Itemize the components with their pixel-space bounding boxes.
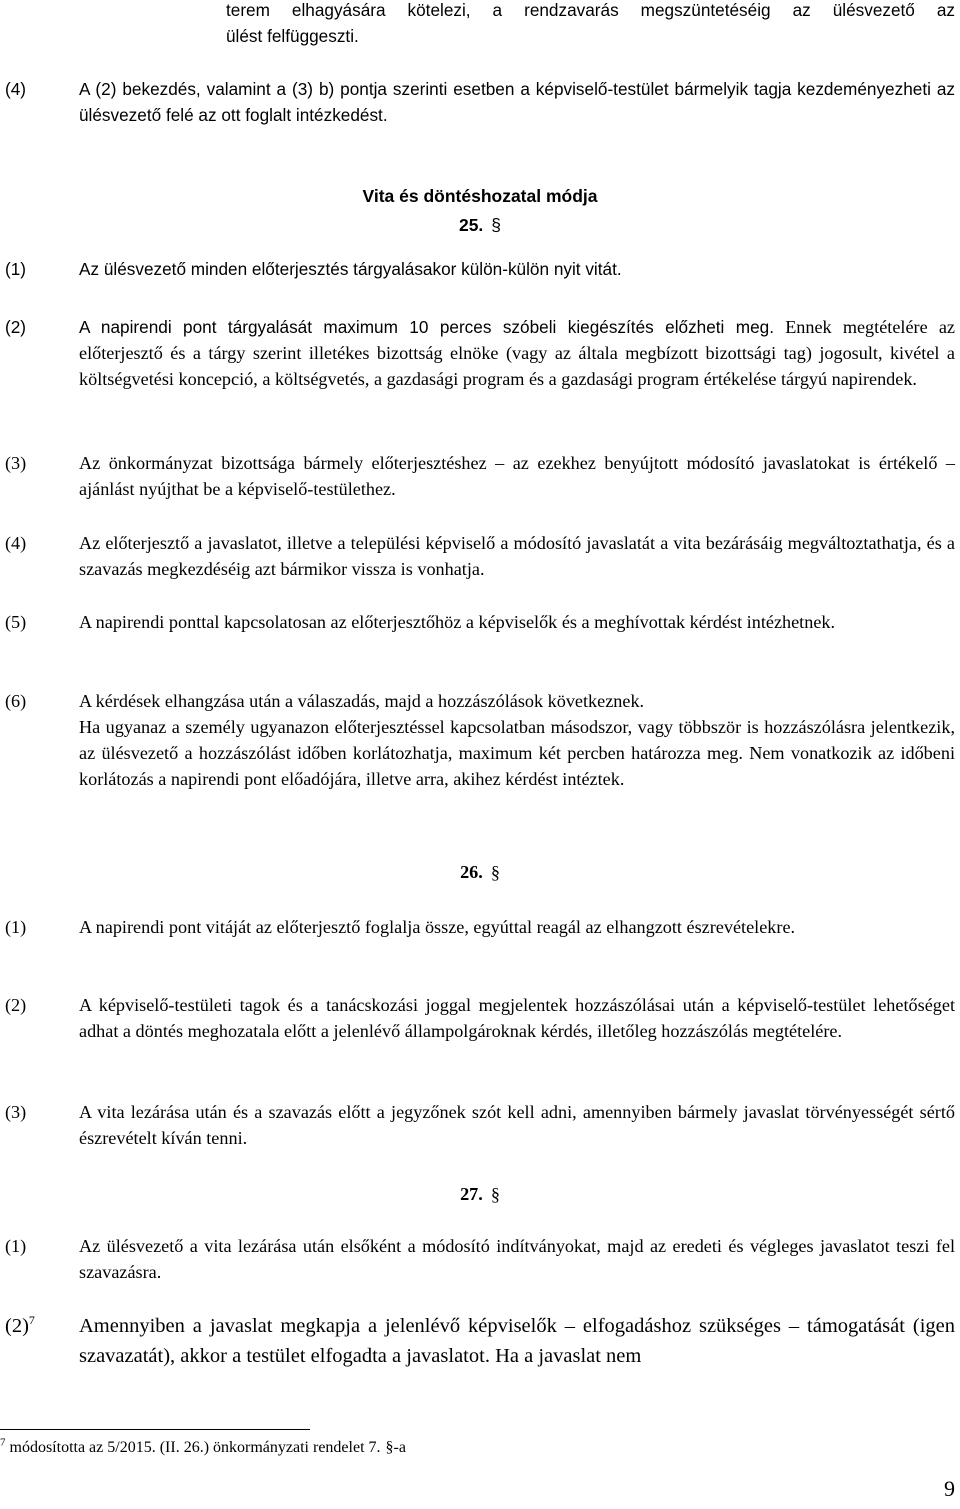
paragraph-number: (4) [5, 79, 27, 99]
paragraph-sign-icon: § [385, 1439, 394, 1456]
paragraph-text: Amennyiben a javaslat megkapja a jelenlévő képviselők – elfogadáshoz szükséges – támogatását (igen szavazatát), akkor a testület elfogadta a javaslatot. Ha a javaslat nem [79, 1315, 955, 1367]
footnote-ref[interactable]: 7 [28, 1313, 35, 1328]
paragraph-number: (3) [5, 1102, 27, 1122]
paragraph-number-text: (2) [5, 1315, 29, 1337]
footnote-marker: 7 [0, 1436, 6, 1449]
footnote-suffix: -a [393, 1439, 406, 1456]
paragraph-text [79, 314, 955, 392]
carryover-text [226, 0, 955, 49]
section-27-number [0, 1181, 960, 1207]
carryover-line-2: ülést felfüggeszti. [226, 26, 359, 46]
paragraph-text: A képviselő-testületi tagok és a tanácskozási joggal megjelentek hozzászólásai után a képviselő-testület lehetőséget adhat a döntés meghozatala előtt a jelenlévő állampolgároknak kérdés, illetőleg hozzászólás megtételére. [79, 995, 955, 1041]
footnote [0, 1437, 406, 1459]
paragraph-text: A vita lezárása után és a szavazás előtt a jegyzőnek szót kell adni, amennyiben bármely javaslat törvényességét sértő észrevételt kíván tenni. [79, 1102, 955, 1148]
section-number-text: 25. [458, 215, 484, 235]
carryover-line-1: terem elhagyására kötelezi, a rendzavarás megszüntetéséig az ülésvezető az [226, 0, 955, 20]
paragraph-number [5, 1311, 35, 1341]
paragraph-sign-icon: § [490, 862, 500, 882]
section-26-number [0, 859, 960, 885]
footnote-text: módosította az 5/2015. (II. 26.) önkormányzati rendelet 7. [9, 1439, 381, 1456]
paragraph-line-1: A kérdések elhangzása után a válaszadás, majd a hozzászólások következnek. [79, 691, 645, 711]
paragraph-text: A napirendi pont vitáját az előterjesztő foglalja össze, egyúttal reagál az elhangzott észrevételekre. [79, 917, 796, 937]
paragraph-number: (3) [5, 453, 27, 473]
footnote-separator [0, 1429, 310, 1430]
paragraph-text: Az ülésvezető a vita lezárása után elsőként a módosító indítványokat, majd az eredeti és végleges javaslatot teszi fel szavazásra. [79, 1236, 955, 1282]
paragraph-number: (1) [5, 917, 27, 937]
paragraph-line-rest: Ha ugyanaz a személy ugyanazon előterjesztéssel kapcsolatban másodszor, vagy többször is hozzászólásra jelentkezik, az ülésvezető a hozzászólást időben korlátozhatja, maximum két percben határozza meg. Nem vonatkozik az időbeni korlátozás a napirendi pont előadójára, illetve arra, akihez kérdést intéztek. [79, 717, 955, 789]
paragraph-number: (2) [5, 317, 27, 337]
paragraph-number: (5) [5, 612, 27, 632]
paragraph-text [79, 688, 955, 792]
paragraph-text: Az ülésvezető minden előterjesztés tárgyalásakor külön-külön nyit vitát. [79, 259, 622, 279]
paragraph-number: (4) [5, 533, 27, 553]
paragraph-text-sans: A napirendi pont tárgyalását maximum 10 perces szóbeli kiegészítés előzheti meg. [79, 317, 774, 337]
paragraph-text-serif: Ennek megtételére az előterjesztő és a tárgy szerint illetékes bizottság elnöke (vagy az általa megbízott bizottsági tag) jogosult, kivétel a költségvetési koncepció, a költségvetés, a gazdasági program és a gazdasági program értékelése tárgyú napirendek. [79, 317, 955, 389]
paragraph-text: A napirendi ponttal kapcsolatosan az előterjesztőhöz a képviselők és a meghívottak kérdést intézhetnek. [79, 612, 836, 632]
paragraph-text: Az önkormányzat bizottsága bármely előterjesztéshez – az ezekhez benyújtott módosító javaslatokat is értékelő – ajánlást nyújthat be a képviselő-testülethez. [79, 453, 955, 499]
paragraph-text: Az előterjesztő a javaslatot, illetve a települési képviselő a módosító javaslatát a vita bezárásáig megváltoztathatja, és a szavazás megkezdéséig azt bármikor vissza is vonhatja. [79, 533, 955, 579]
paragraph-sign-icon: § [491, 215, 502, 235]
section-25-number [0, 212, 960, 238]
paragraph-number: (1) [5, 259, 27, 279]
paragraph-text: A (2) bekezdés, valamint a (3) b) pontja szerinti esetben a képviselő-testület bármelyik tagja kezdeményezheti az ülésvezető felé az ott foglalt intézkedést. [79, 79, 955, 125]
paragraph-sign-icon: § [490, 1184, 500, 1204]
paragraph-number: (1) [5, 1236, 27, 1256]
section-title: Vita és döntéshozatal módja [362, 186, 598, 206]
paragraph-number: (2) [5, 995, 27, 1015]
page-number: 9 [944, 1476, 955, 1501]
section-number-text: 27. [460, 1184, 483, 1204]
paragraph-number: (6) [5, 691, 27, 711]
section-number-text: 26. [460, 862, 483, 882]
